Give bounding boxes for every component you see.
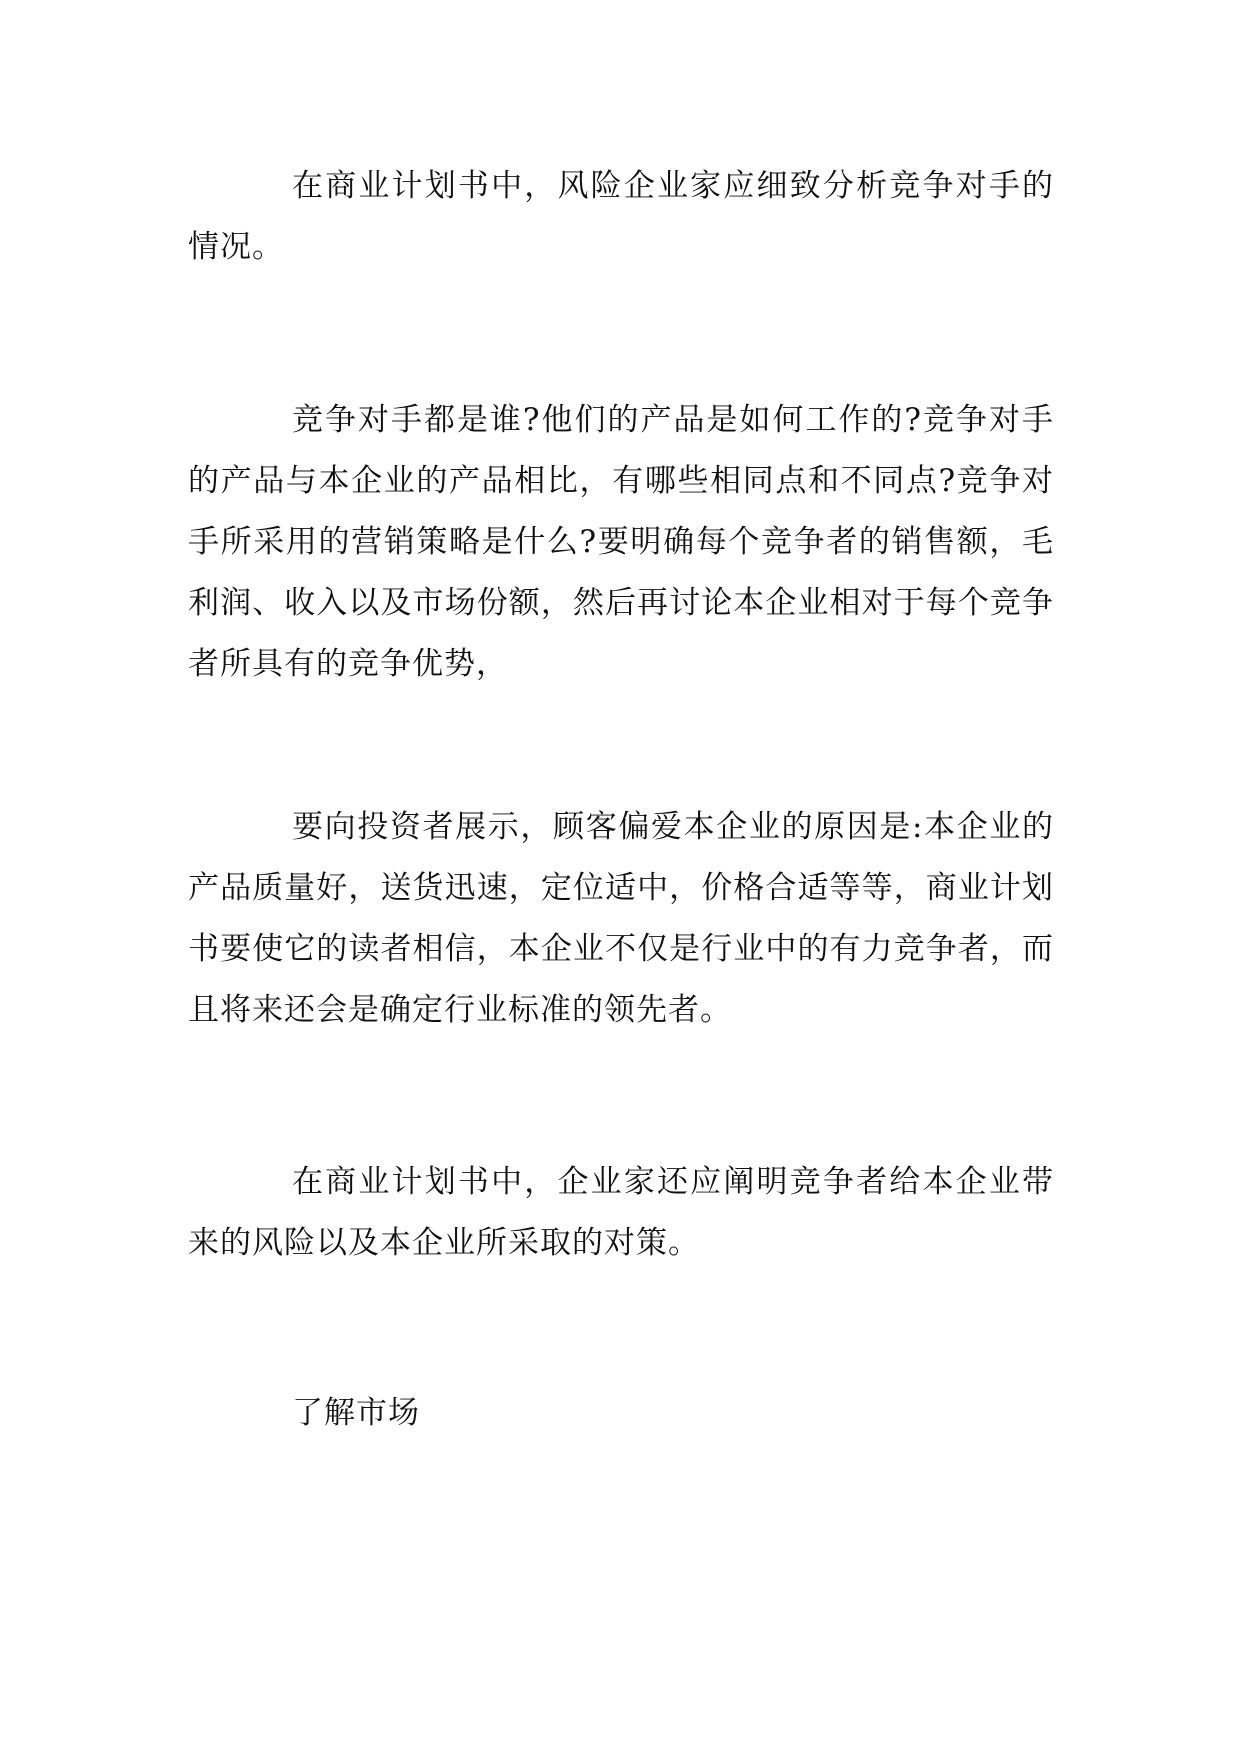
paragraph-investor-reasons: 要向投资者展示，顾客偏爱本企业的原因是:本企业的产品质量好，送货迅速，定位适中，价格合适等等，商业计划书要使它的读者相信，本企业不仅是行业中的有力竞争者，而且将来还会是确定行业标准的领先者。 [188,809,1054,1028]
paragraph-competitor-analysis: 在商业计划书中，风险企业家应细致分析竞争对手的情况。 [188,168,1054,265]
paragraph-competitor-questions: 竞争对手都是谁?他们的产品是如何工作的?竞争对手的产品与本企业的产品相比，有哪些相同点和不同点?竞争对手所采用的营销策略是什么?要明确每个竞争者的销售额，毛利润、收入以及市场份额，然后再讨论本企业相对于每个竞争者所具有的竞争优势， [188,402,1054,682]
paragraph-risks-and-countermeasures: 在商业计划书中，企业家还应阐明竞争者给本企业带来的风险以及本企业所采取的对策。 [188,1164,1054,1261]
section-heading-understand-market: 了解市场 [292,1395,420,1431]
